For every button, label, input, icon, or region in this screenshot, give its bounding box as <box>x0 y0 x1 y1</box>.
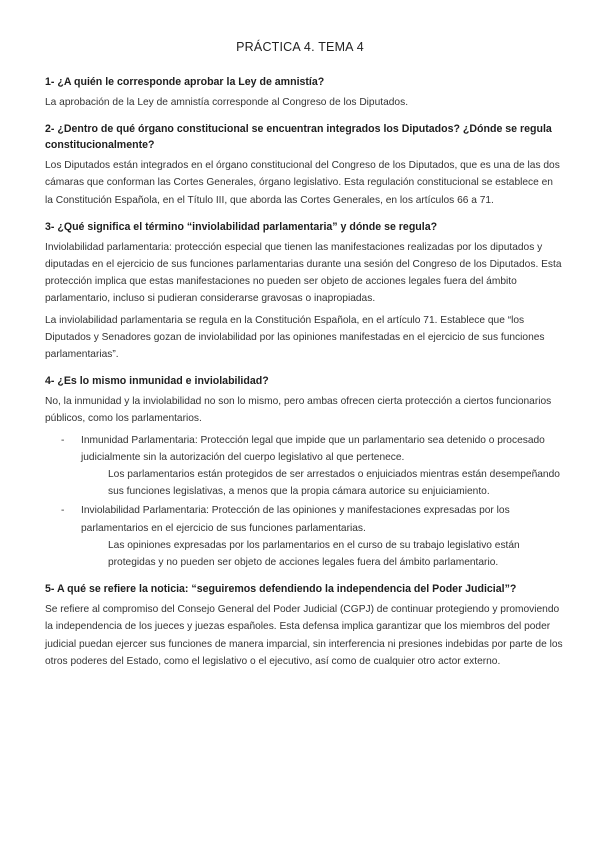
answer-2-paragraph-1: Los Diputados están integrados en el órgano constitucional del Congreso de los Diputados, que es una de las dos cámaras que conforman las Cortes Generales, órgano legislativo. Esta regulación constitucional se establece en la Constitución Española, en el Título III, que aborda las Cortes Generales, en los artículos 66 a 71. <box>45 160 560 206</box>
answer-3-paragraph-2: La inviolabilidad parlamentaria se regula en la Constitución Española, en el artículo 71. Establece que “los Diputados y Senadores gozan de inviolabilidad por las opiniones manifestadas en el ejercicio de sus funciones parlamentarias”. <box>45 314 545 361</box>
question-3: 3- ¿Qué significa el término “inviolabilidad parlamentaria” y dónde se regula? <box>45 220 438 233</box>
question-2: 2- ¿Dentro de qué órgano constitucional se encuentran integrados los Diputados? ¿Dónde se regula constitucionalmente? <box>45 123 552 152</box>
bullet-item-inmunidad <box>45 432 563 466</box>
page-title: PRÁCTICA 4. TEMA 4 <box>236 40 364 54</box>
question-5: 5- A qué se refiere la noticia: “seguiremos defendiendo la independencia del Poder Judicial”? <box>45 583 517 596</box>
answer-1-paragraph-1: La aprobación de la Ley de amnistía corresponde al Congreso de los Diputados. <box>45 97 409 108</box>
bullet-marker: - <box>61 505 65 517</box>
document-body <box>45 74 563 680</box>
section-4 <box>45 373 563 571</box>
bullet-text: Inmunidad Parlamentaria: Protección legal que impide que un parlamentario sea detenido o procesado judicialmente sin la autorización del cuerpo legislativo al que pertenece. <box>81 434 545 463</box>
bullet-subtext: Los parlamentarios están protegidos de ser arrestados o enjuiciados mientras están desempeñando sus funciones legislativas, a menos que la propia cámara autorice su enjuiciamiento. <box>108 469 560 498</box>
section-3 <box>45 219 563 363</box>
bullet-subtext: Las opiniones expresadas por los parlamentarios en el curso de su trabajo legislativo están protegidas y no pueden ser objeto de acciones legales fuera del ámbito parlamentario. <box>108 539 520 569</box>
section-1 <box>45 74 563 111</box>
section-2 <box>45 121 563 209</box>
question-4: 4- ¿Es lo mismo inmunidad e inviolabilidad? <box>45 375 269 388</box>
answer-4-paragraph-1: No, la inmunidad y la inviolabilidad no son lo mismo, pero ambas ofrecen cierta protección a ciertos funcionarios públicos, como los parlamentarios. <box>45 396 552 425</box>
question-1: 1- ¿A quién le corresponde aprobar la Ley de amnistía? <box>45 76 325 88</box>
section-5 <box>45 581 563 670</box>
bullet-item-inviolabilidad <box>45 502 563 536</box>
bullet-text: Inviolabilidad Parlamentaria: Protección de las opiniones y manifestaciones expresadas por los parlamentarios en el ejercicio de sus funciones parlamentarias. <box>81 505 510 534</box>
answer-5-paragraph-1: Se refiere al compromiso del Consejo General del Poder Judicial (CGPJ) de continuar protegiendo y promoviendo la independencia de los jueces y juezas españoles. Esta defensa implica garantizar que los miembros del poder judicial puedan ejercer sus funciones de manera imparcial, sin interferencia ni presiones indebidas por parte de los otros poderes del Estado, como el legislativo o el ejecutivo, así como de cualquier otro actor externo. <box>45 604 563 667</box>
answer-3-paragraph-1: Inviolabilidad parlamentaria: protección especial que tienen las manifestaciones realizadas por los diputados y diputadas en el ejercicio de sus funciones parlamentarias durante una sesión del Congreso de los Diputados. Esta protección implica que estas manifestaciones no pueden ser objeto de acciones legales fuera del ámbito parlamentario, incluso si pudieran considerarse gravosas o inapropiadas. <box>45 241 562 305</box>
bullet-marker: - <box>61 434 65 446</box>
